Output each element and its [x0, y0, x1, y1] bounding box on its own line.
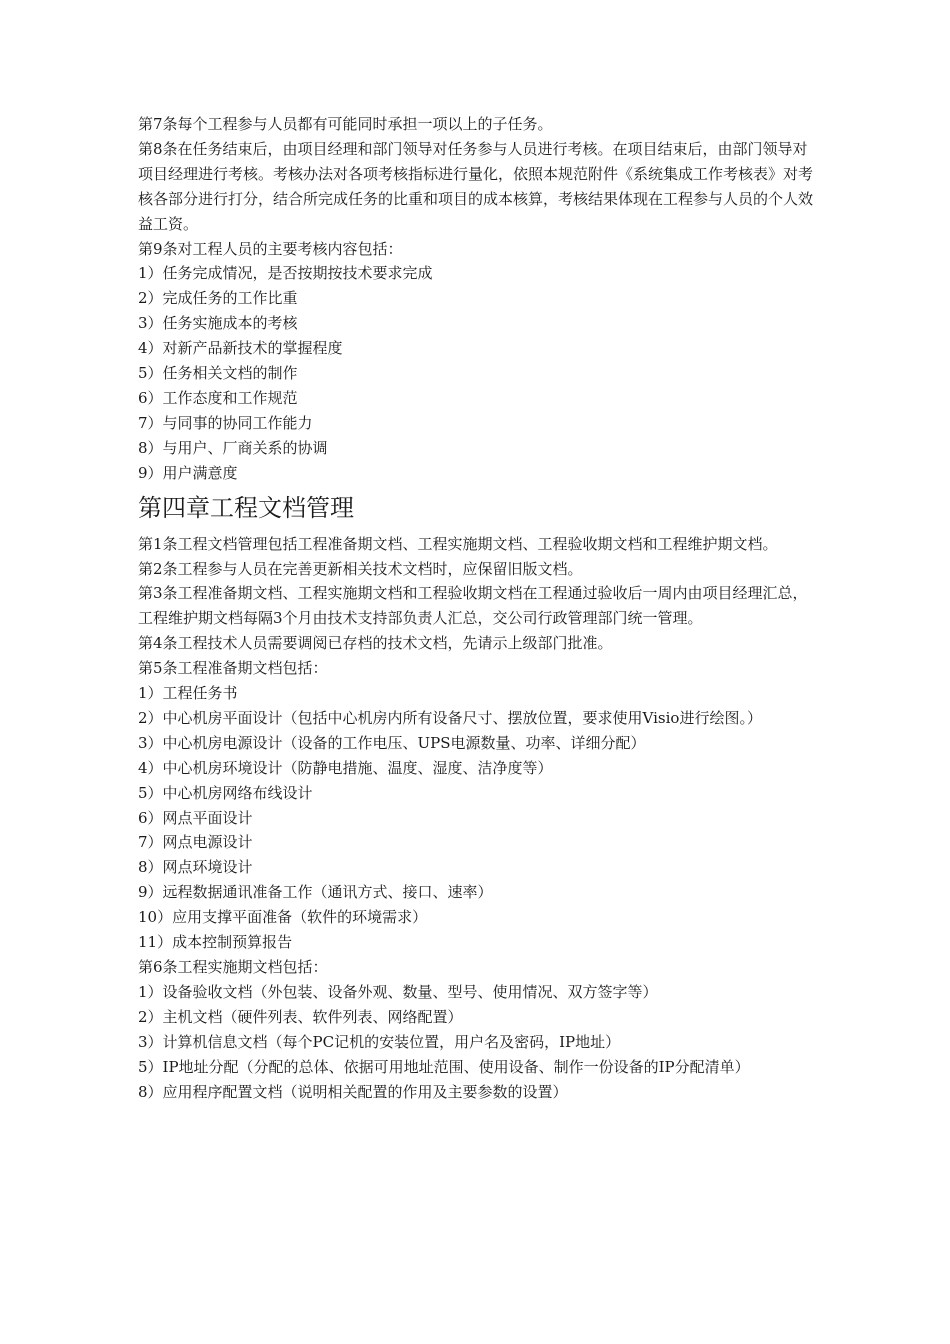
list-item: 5）IP地址分配（分配的总体、依据可用地址范围、使用设备、制作一份设备的IP分配清单）: [138, 1057, 750, 1076]
list-item: 1）设备验收文档（外包装、设备外观、数量、型号、使用情况、双方签字等）: [138, 982, 658, 1001]
list-item: 4）对新产品新技术的掌握程度: [138, 339, 343, 358]
list-item: 2）中心机房平面设计（包括中心机房内所有设备尺寸、摆放位置，要求使用Visio进行绘图。）: [138, 708, 762, 727]
list-item: 8）网点环境设计: [138, 858, 253, 877]
article-6: 第6条工程实施期文档包括：: [138, 958, 328, 976]
article-8: 第8条在任务结束后，由项目经理和部门领导对任务参与人员进行考核。在项目结束后，由部门领导对项目经理进行考核。考核办法对各项考核指标进行量化，依照本规范附件《系统集成工作考核表》对考核各部分进行打分，结合所完成任务的比重和项目的成本核算，考核结果体现在工程参与人员的个人效益工资。: [138, 139, 814, 233]
list-item: 1）工程任务书: [138, 684, 238, 703]
list-item: 3）计算机信息文档（每个PC记机的安装位置，用户名及密码，IP地址）: [138, 1032, 621, 1051]
article-3: 第3条工程准备期文档、工程实施期文档和工程验收期文档在工程通过验收后一周内由项目经理汇总，工程维护期文档每隔3个月由技术支持部负责人汇总，交公司行政管理部门统一管理。: [138, 584, 808, 628]
list-item: 9）用户满意度: [138, 463, 238, 482]
article-4: 第4条工程技术人员需要调阅已存档的技术文档，先请示上级部门批准。: [138, 634, 613, 653]
list-item: 1）任务完成情况，是否按期按技术要求完成: [138, 264, 433, 283]
article-5: 第5条工程准备期文档包括：: [138, 659, 328, 678]
list-item: 5）中心机房网络布线设计: [138, 783, 313, 802]
article-7: 第7条每个工程参与人员都有可能同时承担一项以上的子任务。: [138, 115, 553, 133]
list-item: 2）主机文档（硬件列表、软件列表、网络配置）: [138, 1007, 463, 1026]
article-9: 第9条对工程人员的主要考核内容包括：: [138, 239, 403, 258]
list-item: 11）成本控制预算报告: [138, 933, 293, 952]
list-item: 7）与同事的协同工作能力: [138, 413, 313, 432]
list-item: 3）任务实施成本的考核: [138, 314, 298, 333]
list-item: 8）应用程序配置文档（说明相关配置的作用及主要参数的设置）: [138, 1082, 568, 1101]
list-item: 6）工作态度和工作规范: [138, 388, 298, 407]
list-item: 4）中心机房环境设计（防静电措施、温度、湿度、洁净度等）: [138, 758, 553, 777]
list-item: 3）中心机房电源设计（设备的工作电压、UPS电源数量、功率、详细分配）: [138, 733, 646, 752]
list-item: 2）完成任务的工作比重: [138, 289, 298, 308]
list-item: 10）应用支撑平面准备（软件的环境需求）: [138, 908, 428, 927]
list-item: 9）远程数据通讯准备工作（通讯方式、接口、速率）: [138, 883, 493, 902]
chapter-heading: 第四章工程文档管理: [138, 493, 354, 522]
list-item: 8）与用户、厂商关系的协调: [138, 438, 328, 457]
list-item: 5）任务相关文档的制作: [138, 364, 298, 383]
article-2: 第2条工程参与人员在完善更新相关技术文档时，应保留旧版文档。: [138, 559, 583, 578]
list-item: 6）网点平面设计: [138, 808, 253, 827]
document-page: [138, 112, 818, 1104]
list-item: 7）网点电源设计: [138, 833, 253, 852]
article-1: 第1条工程文档管理包括工程准备期文档、工程实施期文档、工程验收期文档和工程维护期文档。: [138, 534, 778, 553]
